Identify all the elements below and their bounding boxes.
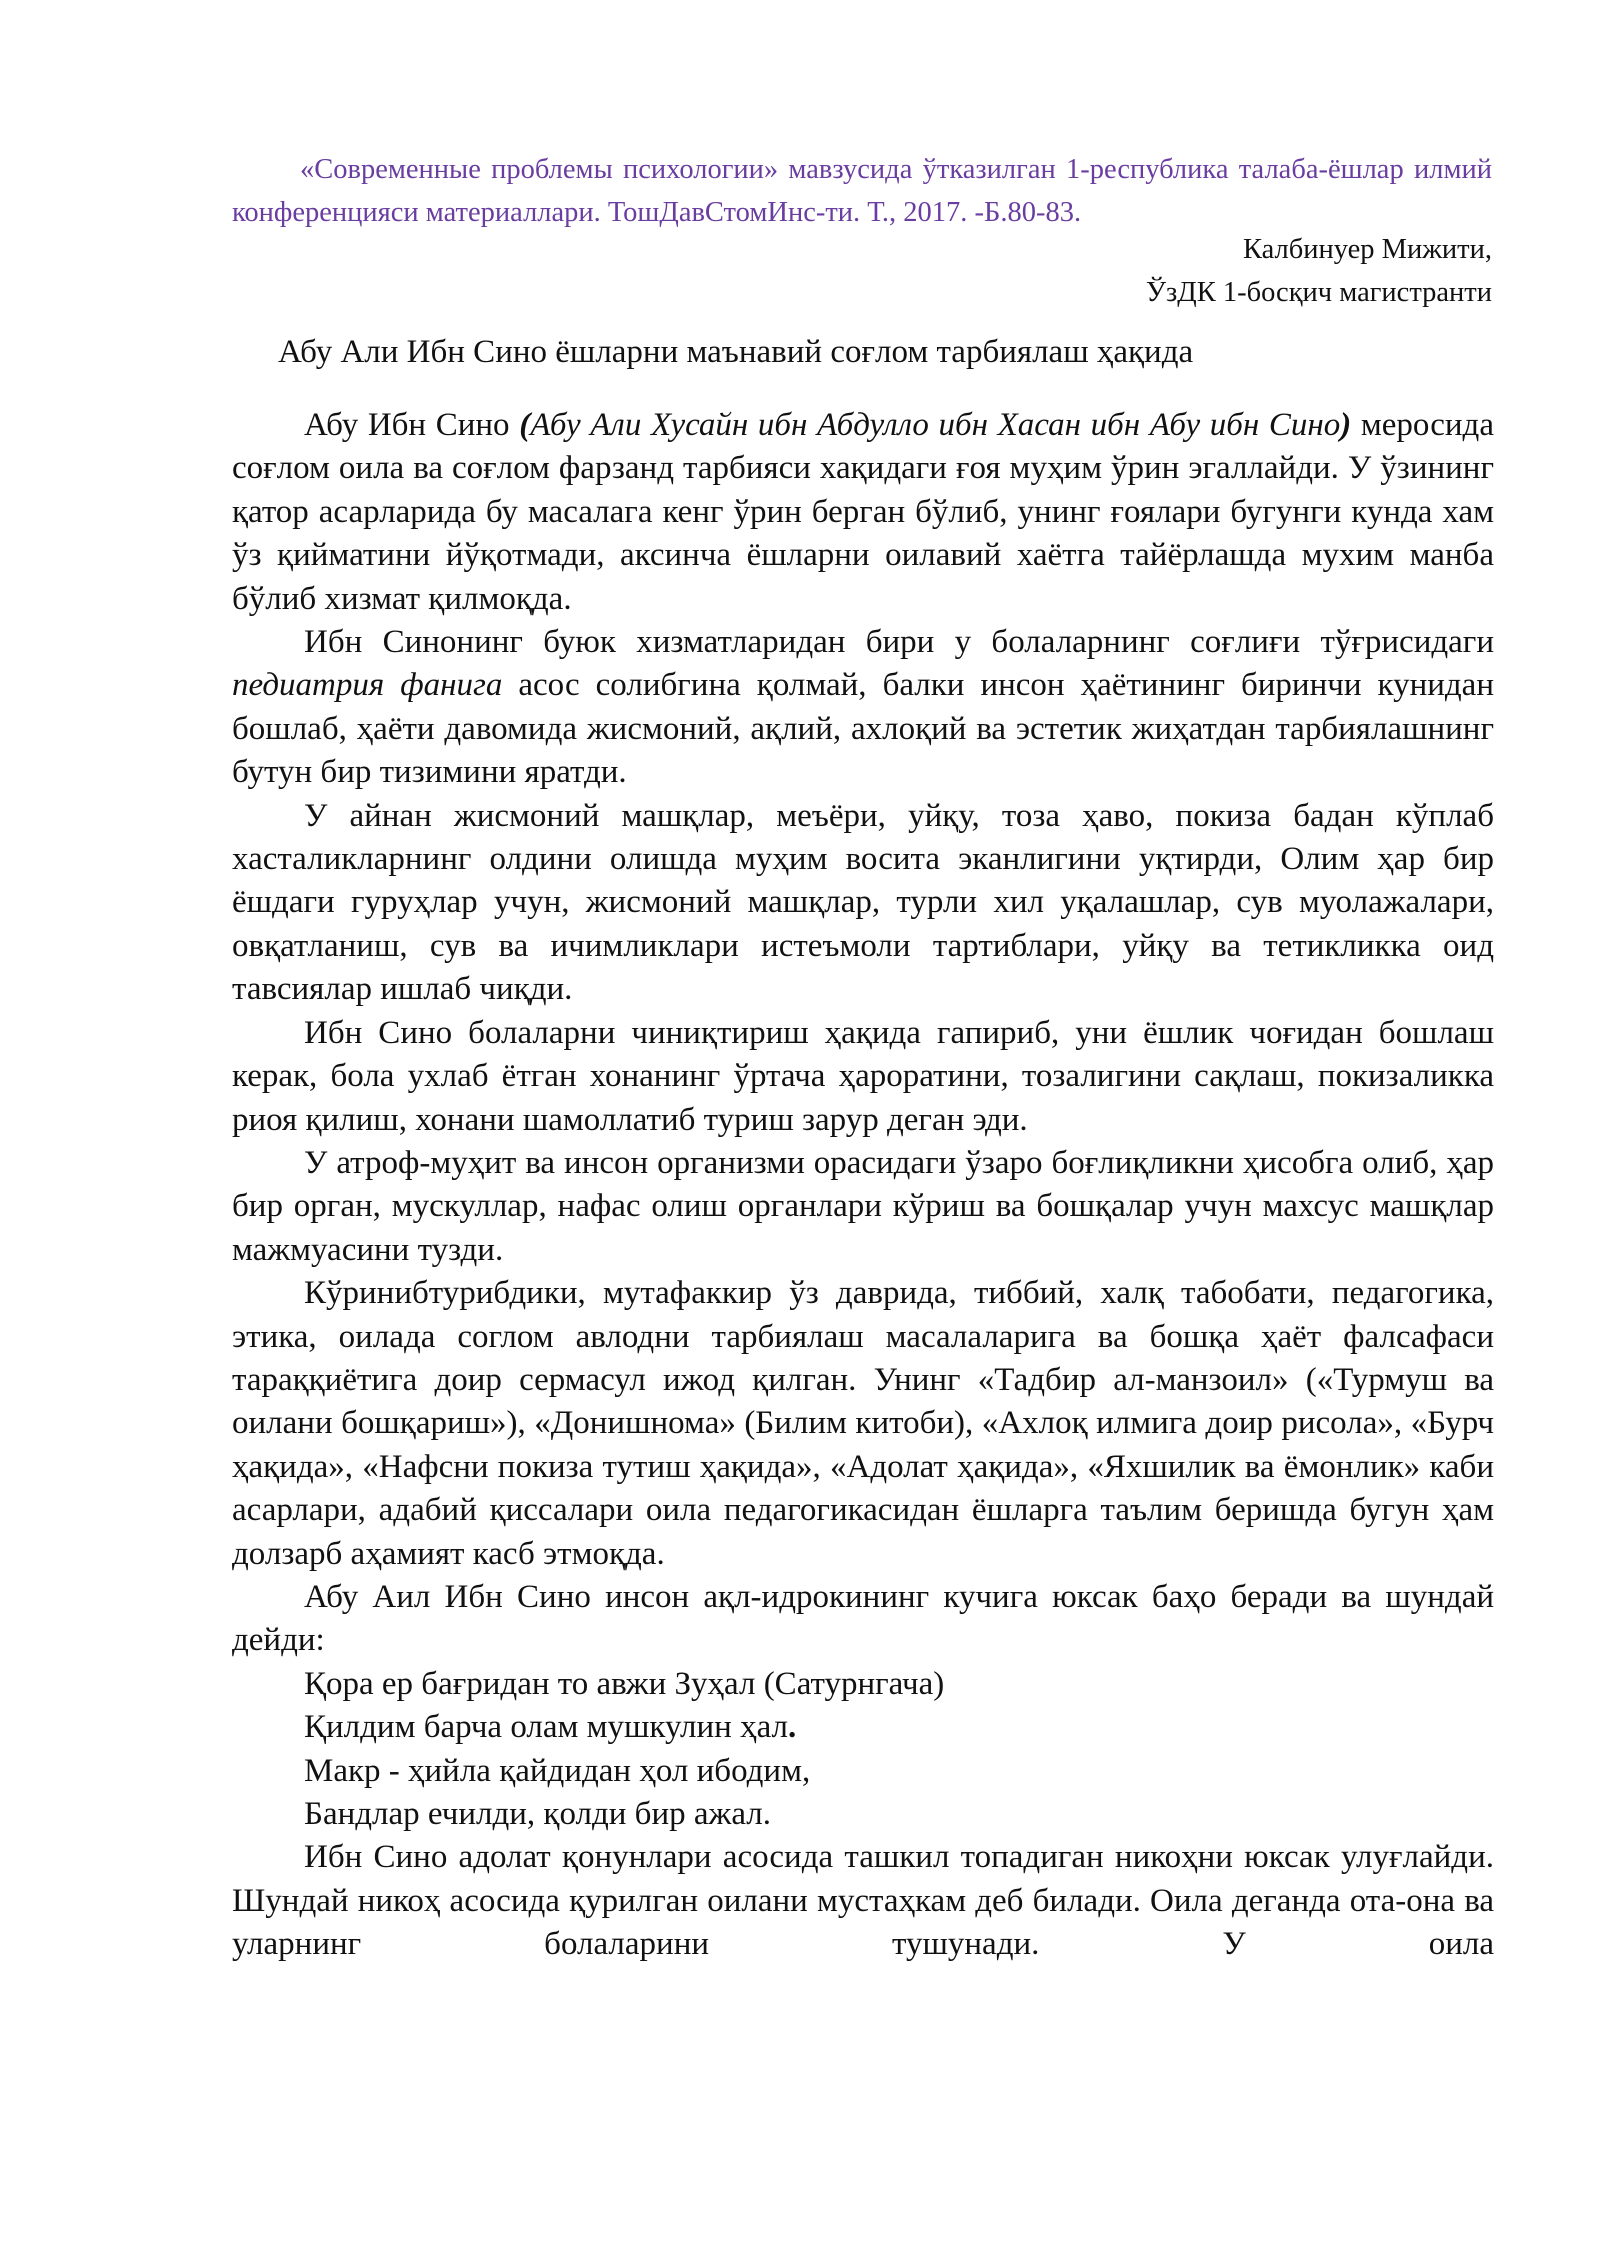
author-position: ЎзДК 1-босқич магистранти <box>1145 277 1492 308</box>
article-body <box>232 404 1494 1967</box>
verse-line-2-text: Қилдим барча олам мушкулин ҳал <box>304 1709 788 1746</box>
paragraph-5: У атроф-муҳит ва инсон организми орасидаги ўзаро боғлиқликни ҳисобга олиб, ҳар бир орган, мускуллар, нафас олиш органлари кўриш ва бошқалар учун махсус машқлар мажмуасини тузди. <box>232 1144 1494 1268</box>
paragraph-6: Кўринибтурибдики, мутафаккир ўз даврида, тиббий, халқ табобати, педагогика, этика, оилада соглом авлодни тарбиялаш масалаларига ва бошқа ҳаёт фалсафаси тараққиётига доир сермасул ижод қилган. Унинг «Тадбир ал-манзоил» («Турмуш ва оилани бошқариш»), «Донишнома» (Билим китоби), «Ахлоқ илмига доир рисола», «Бурч ҳақида», «Нафсни покиза тутиш ҳақида», «Адолат ҳақида», «Яхшилик ва ёмонлик» каби асарлари, адабий қиссалари оила педагогикасидан ёшларга таълим беришда бугун ҳам долзарб аҳамият касб этмоқда. <box>232 1275 1494 1572</box>
paragraph-2-emphasis: педиатрия фанига <box>232 667 503 704</box>
verse-line-3: Макр - ҳийла қайдидан ҳол ибодим, <box>304 1752 811 1789</box>
verse-line-2 <box>232 1706 1494 1749</box>
paragraph-2-start: Ибн Синонинг буюк хизматларидан бири у болаларнинг соғлиғи тўғрисидаги <box>304 624 1494 661</box>
paragraph-3: У айнан жисмоний машқлар, меъёри, уйқу, тоза ҳаво, покиза бадан кўплаб хасталикларнинг олдини олишда муҳим восита эканлигини уқтирди, Олим ҳар бир ёшдаги гуруҳлар учун, жисмоний машқлар, турли хил уқалашлар, сув муолажалари, овқатланиш, сув ва ичимликлари истеъмоли тартиблари, уйқу ва тетикликка оид тавсиялар ишлаб чиқди. <box>232 797 1494 1008</box>
paragraph-1 <box>232 404 1494 621</box>
verse-line-2-dot: . <box>788 1709 797 1746</box>
paragraph-8: Ибн Сино адолат қонунлари асосида ташкил топадиган никоҳни юксак улуғлайди. Шундай никоҳ асосида қурилган оилани мустаҳкам деб билади. Оила деганда ота-она ва уларнинг болаларини тушунади. У оила <box>232 1839 1494 1963</box>
citation-header <box>232 148 1492 234</box>
citation-text: «Современные проблемы психологии» мавзусида ўтказилган 1-республика талаба-ёшлар илмий конференцияси материаллари. ТошДавСтомИнс-ти. Т., 2017. -Б.80-83. <box>232 154 1492 228</box>
paragraph-1-close-paren: ) <box>1340 407 1352 443</box>
article-title: Абу Али Ибн Сино ёшларни маънавий соғлом тарбиялаш ҳақида <box>278 334 1194 370</box>
paragraph-2-rest: асос солибгина қолмай, балки инсон ҳаётининг биринчи кунидан бошлаб, ҳаёти давомида жисмоний, ақлий, ахлоқий ва эстетик жиҳатдан тарбиялашнинг бутун бир тизимини яратди. <box>232 667 1494 791</box>
paragraph-1-rest: меросида соғлом оила ва соғлом фарзанд тарбияси хақидаги ғоя муҳим ўрин эгаллайди. У ўзининг қатор асарларида бу масалага кенг ўрин берган бўлиб, унинг ғоялари бугунги кунда хам ўз қийматини йўқотмади, аксинча ёшларни оилавий хаётга тайёрлашда мухим манба бўлиб хизмат қилмоқда. <box>232 407 1494 617</box>
paragraph-2 <box>232 621 1494 795</box>
author-block <box>792 228 1492 314</box>
paragraph-4: Ибн Сино болаларни чиниқтириш ҳақида гапириб, уни ёшлик чоғидан бошлаш керак, бола ухлаб ётган хонанинг ўртача ҳароратини, тозалигини сақлаш, покизаликка риоя қилиш, хонани шамоллатиб туриш зарур деган эди. <box>232 1014 1494 1138</box>
paragraph-1-start: Абу Ибн Сино <box>304 407 520 443</box>
author-name: Калбинуер Мижити, <box>1242 234 1492 265</box>
paragraph-1-open-paren: ( <box>519 407 531 443</box>
verse-line-1: Қора ер бағридан то авжи Зуҳал (Сатурнгача) <box>304 1665 945 1702</box>
paragraph-7: Абу Аил Ибн Сино инсон ақл-идрокининг кучига юксак баҳо беради ва шундай дейди: <box>232 1578 1494 1659</box>
paragraph-1-full-name: Абу Али Хусайн ибн Абдулло ибн Хасан ибн Абу ибн Сино <box>530 407 1341 443</box>
verse-line-4: Бандлар ечилди, қолди бир ажал. <box>304 1796 771 1832</box>
